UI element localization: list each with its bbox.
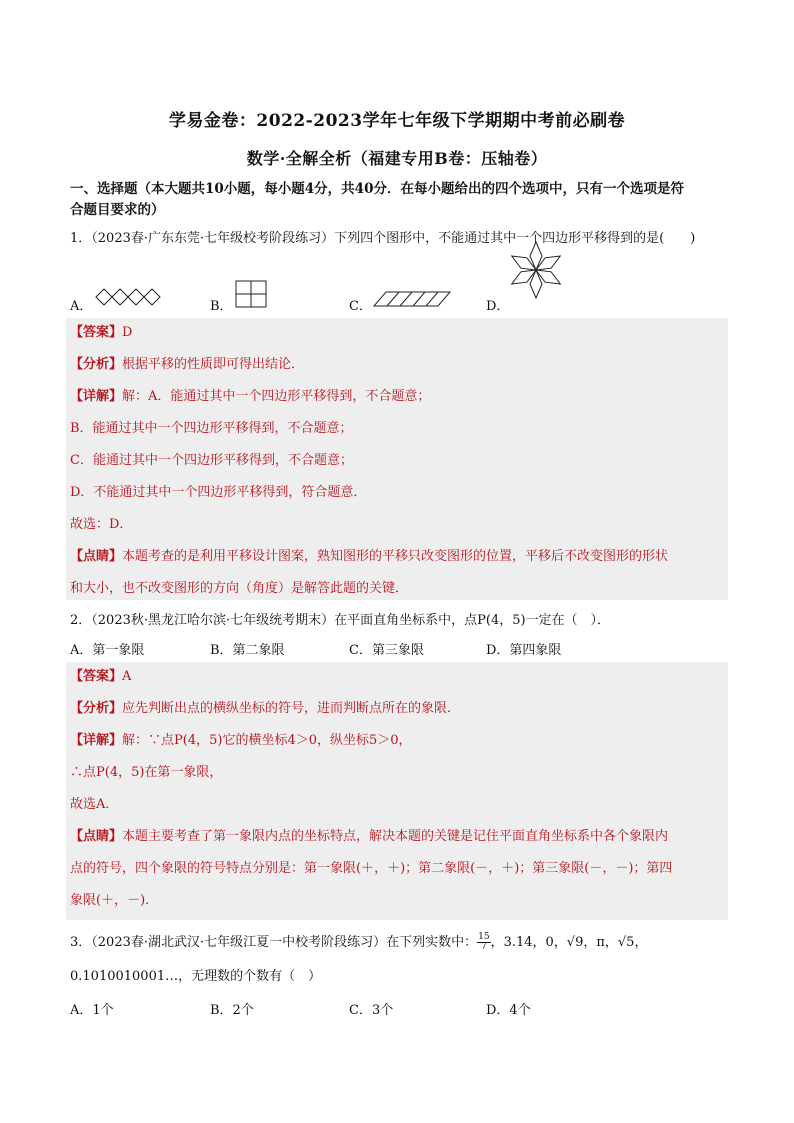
- answer-value: D: [122, 325, 133, 340]
- q1-option-b-label: B．: [210, 299, 233, 314]
- q1-figure-a-rhombuses: [94, 287, 168, 307]
- q2-comment-line1: [70, 826, 730, 848]
- q1-figure-d-star: [508, 240, 564, 300]
- q3-stem-values: ，3.14，0，√9，π，√5，: [490, 935, 648, 950]
- q1-comment-line2: 和大小，也不改变图形的方向（角度）是解答此题的关键．: [70, 581, 409, 596]
- q2-stem: 2．（2023秋·黑龙江哈尔滨·七年级统考期末）在平面直角坐标系中，点P(4，5)一定在（ ）．: [70, 613, 611, 628]
- q1-detail-line1: [70, 386, 730, 408]
- q1-stem: 1．（2023春·广东东莞·七年级校考阶段练习）下列四个图形中，不能通过其中一个四边形平移得到的是( ): [70, 231, 696, 246]
- q1-option-b: [210, 297, 233, 317]
- q2-detail-line2: ∴点P(4，5)在第一象限，: [70, 765, 223, 780]
- comment-tag: 【点睛】: [70, 829, 123, 844]
- document-title: 学易金卷：2022-2023学年七年级下学期期中考前必刷卷: [168, 111, 626, 131]
- fraction-numerator: 15: [478, 932, 490, 942]
- q1-comment-line1: [70, 546, 730, 568]
- q2-comment-line2: 点的符号，四个象限的符号特点分别是：第一象限(＋，＋)；第二象限(－，＋)；第三象限(－，－)；第四: [70, 861, 673, 876]
- q1-figure-c-parallelograms: [372, 290, 452, 308]
- q3-option-c: C．3个: [349, 1003, 394, 1018]
- comment-tag: 【点睛】: [70, 549, 123, 564]
- analysis-tag: 【分析】: [70, 357, 123, 372]
- answer-tag: 【答案】: [70, 325, 123, 340]
- analysis-text: 应先判断出点的横纵坐标的符号，进而判断点所在的象限．: [122, 701, 461, 716]
- detail-tag: 【详解】: [70, 733, 123, 748]
- q1-option-c: [349, 297, 372, 317]
- q3-stem-line1: [70, 932, 730, 954]
- document-subtitle: 数学·全解全析（福建专用B卷：压轴卷）: [246, 149, 548, 168]
- analysis-tag: 【分析】: [70, 701, 123, 716]
- section-heading-line2: 合题目要求的）: [70, 202, 165, 218]
- q2-detail-line3: 故选A．: [70, 797, 119, 812]
- q1-detail-line4: D．不能通过其中一个四边形平移得到，符合题意．: [70, 485, 367, 500]
- q2-option-a: A．第一象限: [70, 643, 145, 658]
- answer-tag: 【答案】: [70, 669, 123, 684]
- detail-tag: 【详解】: [70, 389, 123, 404]
- q1-detail-line5: 故选：D．: [70, 517, 133, 532]
- q2-analysis: [70, 698, 730, 720]
- fraction-denominator: 7: [480, 942, 487, 952]
- section-heading-line1: 一、选择题（本大题共10小题，每小题4分，共40分．在每小题给出的四个选项中，只有一个选项是符: [70, 181, 684, 197]
- q1-option-c-label: C．: [349, 299, 372, 314]
- q2-option-c: C．第三象限: [349, 643, 424, 658]
- analysis-text: 根据平移的性质即可得出结论．: [122, 357, 305, 372]
- q1-option-a: [70, 297, 92, 317]
- q1-answer: [70, 322, 730, 344]
- q1-analysis: [70, 354, 730, 376]
- q3-option-b: B．2个: [210, 1003, 254, 1018]
- q2-comment-line3: 象限(＋，－)．: [70, 893, 159, 908]
- detail-text: 解：∵点P(4，5)它的横坐标4＞0，纵坐标5＞0，: [122, 733, 412, 748]
- q1-figure-b-squares: [234, 279, 268, 309]
- detail-text: 解：A．能通过其中一个四边形平移得到，不合题意；: [122, 389, 431, 404]
- q2-option-d: D．第四象限: [486, 643, 562, 658]
- q3-option-d: D．4个: [486, 1003, 531, 1018]
- q2-detail-line1: [70, 730, 730, 752]
- q1-detail-line3: C．能通过其中一个四边形平移得到，不合题意；: [70, 453, 353, 468]
- q3-fraction: [477, 933, 490, 952]
- answer-value: A: [122, 669, 132, 684]
- comment-text: 本题考查的是利用平移设计图案，熟知图形的平移只改变图形的位置，平移后不改变图形的形状: [122, 549, 669, 564]
- q3-stem-line2: 0.1010010001…，无理数的个数有（ ）: [70, 969, 322, 984]
- q2-answer: [70, 666, 730, 688]
- q1-option-a-label: A．: [70, 299, 93, 314]
- q3-option-a: A．1个: [70, 1003, 114, 1018]
- comment-text: 本题主要考查了第一象限内点的坐标特点，解决本题的关键是记住平面直角坐标系中各个象限内: [122, 829, 669, 844]
- q1-option-d-label: D．: [486, 299, 510, 314]
- q3-stem-prefix: 3．（2023春·湖北武汉·七年级江夏一中校考阶段练习）在下列实数中：: [70, 935, 478, 950]
- q1-option-d: [486, 297, 509, 317]
- q1-detail-line2: B．能通过其中一个四边形平移得到，不合题意；: [70, 421, 353, 436]
- q2-option-b: B．第二象限: [210, 643, 285, 658]
